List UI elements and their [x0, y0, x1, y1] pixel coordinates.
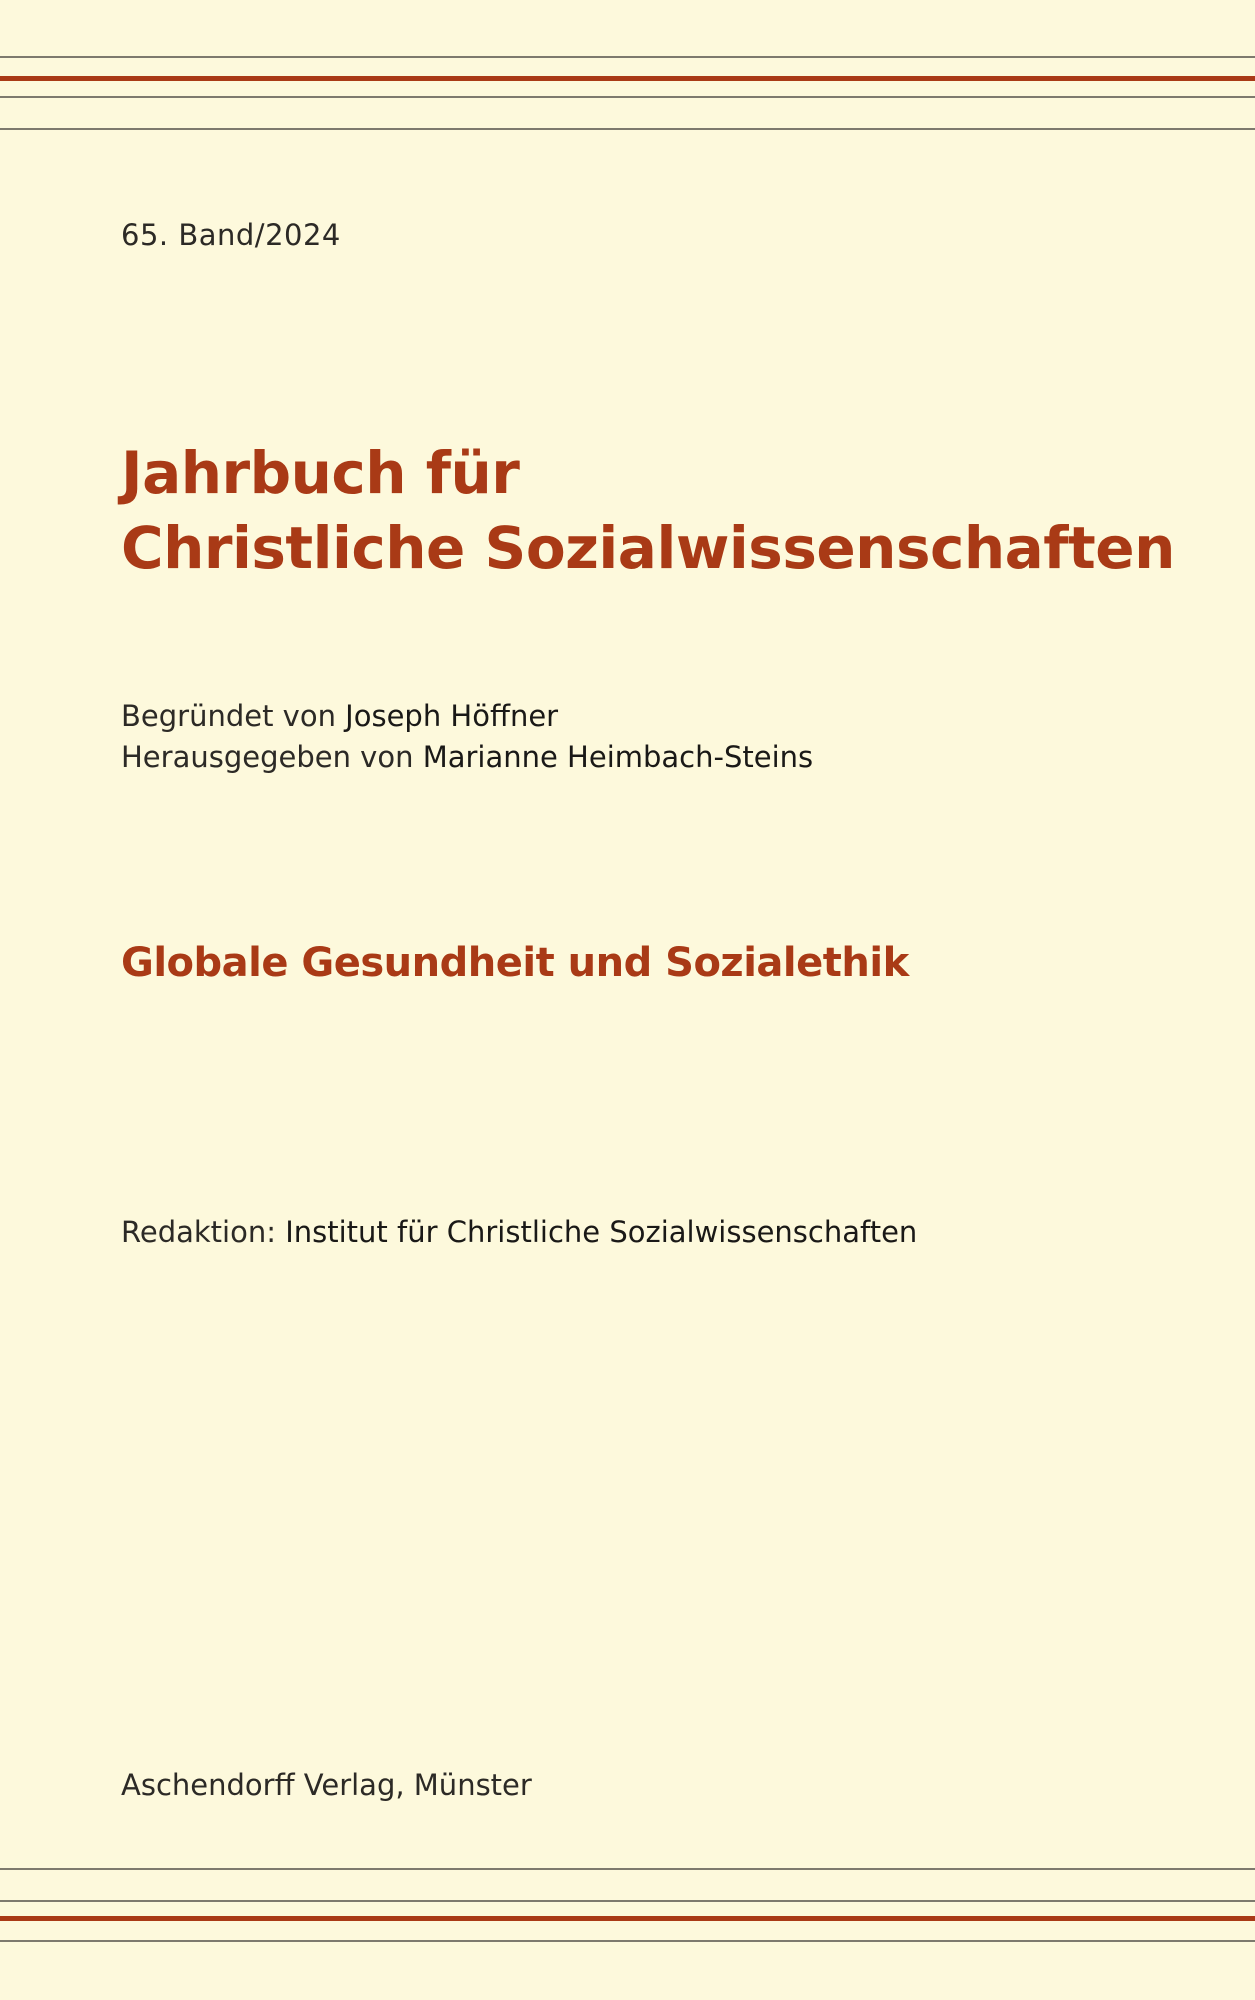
founded-prefix: Begründet von	[121, 699, 336, 733]
title-line-1: Jahrbuch für	[121, 439, 520, 507]
title-line-2: Christliche Sozialwissenschaften	[121, 514, 1175, 582]
editor-line	[121, 737, 813, 778]
founded-line	[121, 696, 813, 737]
publisher: Aschendorff Verlag, Münster	[121, 1768, 532, 1802]
volume-subtitle: Globale Gesundheit und Sozialethik	[121, 940, 909, 986]
editorial-name: Institut für Christliche Sozialwissenschaften	[285, 1215, 918, 1249]
founder-name: Joseph Höffner	[345, 699, 559, 733]
bottom-rule-thin-3	[0, 1940, 1255, 1942]
bottom-rule-thin-1	[0, 1868, 1255, 1870]
top-rule-thin-2	[0, 96, 1255, 98]
volume-label: 65. Band/2024	[121, 218, 341, 252]
credits	[121, 696, 813, 778]
editorial-prefix: Redaktion:	[121, 1215, 276, 1249]
editor-prefix: Herausgegeben von	[121, 740, 414, 774]
editor-name: Marianne Heimbach-Steins	[422, 740, 814, 774]
bottom-rule-thick	[0, 1916, 1255, 1921]
top-rule-thin-1	[0, 56, 1255, 58]
editorial-line	[121, 1215, 917, 1249]
book-title	[121, 436, 1175, 586]
top-rule-thin-3	[0, 128, 1255, 130]
top-rule-thick	[0, 76, 1255, 81]
bottom-rule-thin-2	[0, 1900, 1255, 1902]
